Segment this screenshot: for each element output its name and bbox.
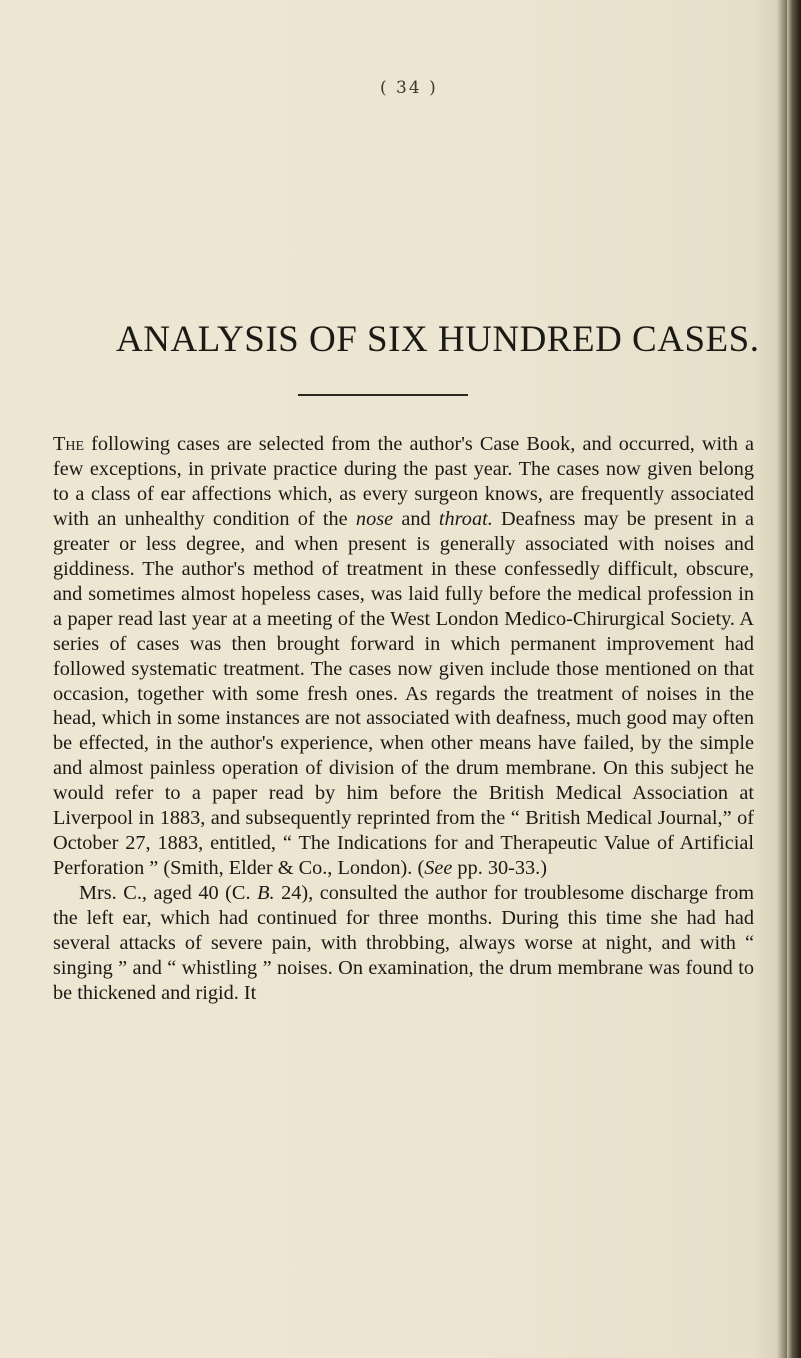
italic-throat: throat. (438, 507, 493, 530)
text-run: pp. 30-33.) (452, 857, 547, 880)
text-run: following cases are selected from the author's Case Book, and occurred, with a few exceptions, in private practice during the past year. The cases now given belong to a class of ear affections which, as every surgeon knows, are frequently associated with an unhealthy condition of the (53, 433, 754, 530)
italic-nose: nose (355, 507, 394, 530)
italic-see: See (424, 857, 453, 880)
text-run: Mrs. C., aged 40 (C. (79, 882, 258, 905)
page-title: ANALYSIS OF SIX HUNDRED CASES. (116, 319, 760, 360)
paragraph-intro (53, 432, 754, 881)
title-rule (298, 394, 468, 396)
page-number: ( 34 ) (380, 78, 438, 98)
italic-b: B. (257, 882, 275, 905)
drop-word: The (53, 433, 85, 455)
paragraph-case (53, 881, 754, 1006)
text-run: and (393, 507, 439, 530)
body-text (53, 432, 754, 1006)
text-run: Deafness may be present in a greater or less degree, and when present is generally associated with noises and giddiness. The author's method of treatment in these confessedly difficult, obscure, and sometimes almost hopeless cases, was laid fully before the medical profession in a paper read last year at a meeting of the West London Medico-Chirurgical Society. A series of cases was then brought forward in which permanent improvement had followed systematic treatment. The cases now given include those mentioned on that occasion, together with some fresh ones. As regards the treatment of noises in the head, which in some instances are not associated with deafness, much good may often be effected, in the author's experience, when other means have failed, by the simple and almost painless operation of division of the drum membrane. On this subject he would refer to a paper read by him before the British Medical Association at Liverpool in 1883, and subsequently reprinted from the “ British Medical Journal,” of October 27, 1883, entitled, “ The Indications for and Therapeutic Value of Artificial Perforation ” (Smith, Elder & Co., London). ( (53, 507, 754, 880)
page-edge (787, 0, 801, 1358)
text-run: 24), consulted the author for troublesome discharge from the left ear, which had continued for three months. During this time she had had several attacks of severe pain, with throbbing, always worse at night, and with “ singing ” and “ whistling ” noises. On examination, the drum membrane was found to be thickened and rigid. It (53, 882, 754, 1004)
